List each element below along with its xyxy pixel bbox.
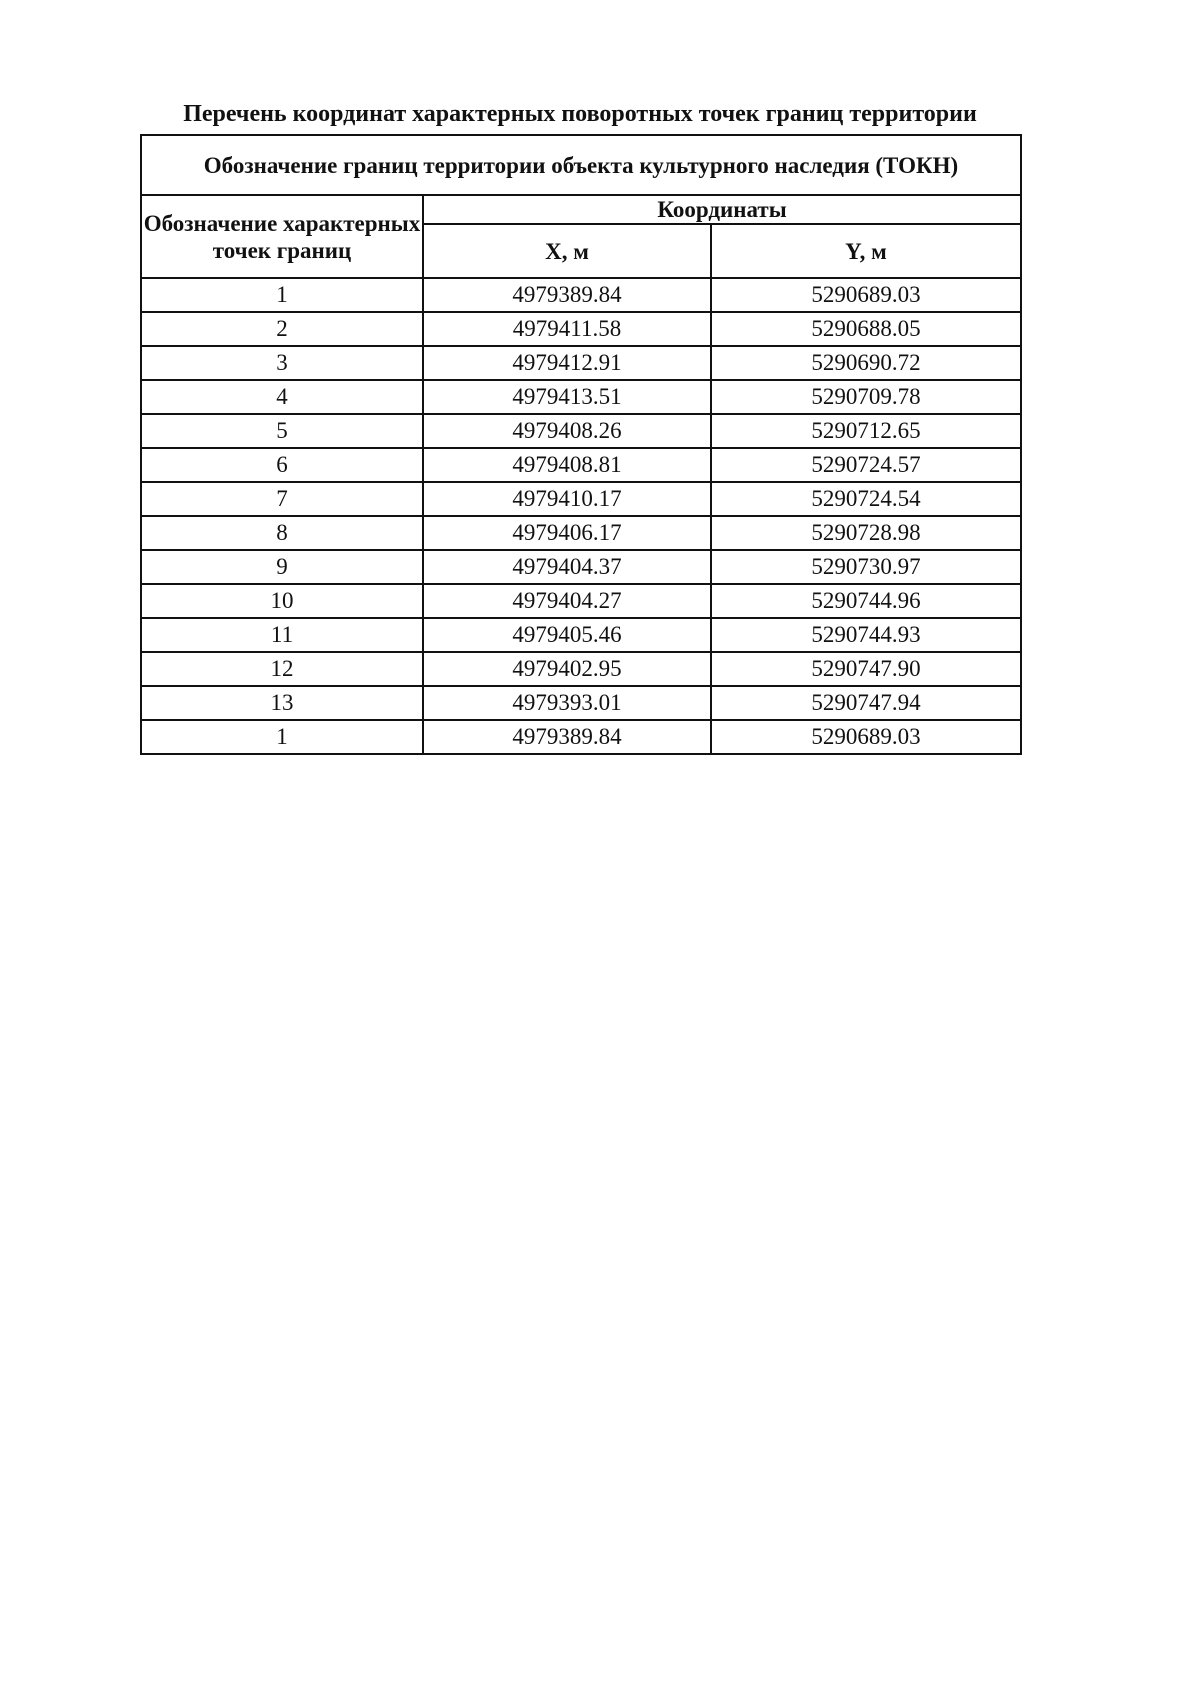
point-cell: 4 [141, 380, 423, 414]
y-cell: 5290709.78 [711, 380, 1021, 414]
table-row [141, 278, 1021, 312]
point-cell: 9 [141, 550, 423, 584]
x-cell: 4979413.51 [423, 380, 711, 414]
table-header-row-coordinates [141, 195, 1021, 224]
y-cell: 5290689.03 [711, 278, 1021, 312]
y-cell: 5290724.54 [711, 482, 1021, 516]
header-coordinates: Координаты [423, 195, 1021, 224]
table-row [141, 686, 1021, 720]
x-cell: 4979389.84 [423, 278, 711, 312]
table-row [141, 652, 1021, 686]
y-cell: 5290728.98 [711, 516, 1021, 550]
x-cell: 4979411.58 [423, 312, 711, 346]
x-cell: 4979405.46 [423, 618, 711, 652]
y-cell: 5290712.65 [711, 414, 1021, 448]
y-cell: 5290747.94 [711, 686, 1021, 720]
table-row [141, 312, 1021, 346]
x-cell: 4979404.27 [423, 584, 711, 618]
point-cell: 12 [141, 652, 423, 686]
header-x: X, м [423, 224, 711, 278]
header-point-designation: Обозначение характерных точек границ [141, 195, 423, 278]
y-cell: 5290688.05 [711, 312, 1021, 346]
table-row [141, 516, 1021, 550]
y-cell: 5290689.03 [711, 720, 1021, 754]
point-cell: 7 [141, 482, 423, 516]
table-row [141, 414, 1021, 448]
x-cell: 4979410.17 [423, 482, 711, 516]
header-territory-designation: Обозначение границ территории объекта культурного наследия (ТОКН) [141, 135, 1021, 195]
point-cell: 6 [141, 448, 423, 482]
x-cell: 4979406.17 [423, 516, 711, 550]
table-row [141, 584, 1021, 618]
y-cell: 5290730.97 [711, 550, 1021, 584]
x-cell: 4979408.26 [423, 414, 711, 448]
y-cell: 5290724.57 [711, 448, 1021, 482]
document-title: Перечень координат характерных поворотных точек границ территории [183, 101, 977, 127]
x-cell: 4979393.01 [423, 686, 711, 720]
table-row [141, 482, 1021, 516]
header-y: Y, м [711, 224, 1021, 278]
x-cell: 4979389.84 [423, 720, 711, 754]
point-cell: 11 [141, 618, 423, 652]
point-cell: 8 [141, 516, 423, 550]
point-cell: 1 [141, 278, 423, 312]
x-cell: 4979404.37 [423, 550, 711, 584]
point-cell: 2 [141, 312, 423, 346]
coordinates-table [140, 134, 1022, 755]
x-cell: 4979408.81 [423, 448, 711, 482]
table-row [141, 380, 1021, 414]
y-cell: 5290747.90 [711, 652, 1021, 686]
point-cell: 13 [141, 686, 423, 720]
table-header-row-main [141, 135, 1021, 195]
point-cell: 10 [141, 584, 423, 618]
table-row [141, 720, 1021, 754]
y-cell: 5290744.93 [711, 618, 1021, 652]
point-cell: 5 [141, 414, 423, 448]
y-cell: 5290690.72 [711, 346, 1021, 380]
x-cell: 4979402.95 [423, 652, 711, 686]
point-cell: 1 [141, 720, 423, 754]
table-row [141, 618, 1021, 652]
coordinates-table-body [141, 135, 1021, 754]
table-row [141, 448, 1021, 482]
table-row [141, 346, 1021, 380]
table-row [141, 550, 1021, 584]
x-cell: 4979412.91 [423, 346, 711, 380]
point-cell: 3 [141, 346, 423, 380]
y-cell: 5290744.96 [711, 584, 1021, 618]
